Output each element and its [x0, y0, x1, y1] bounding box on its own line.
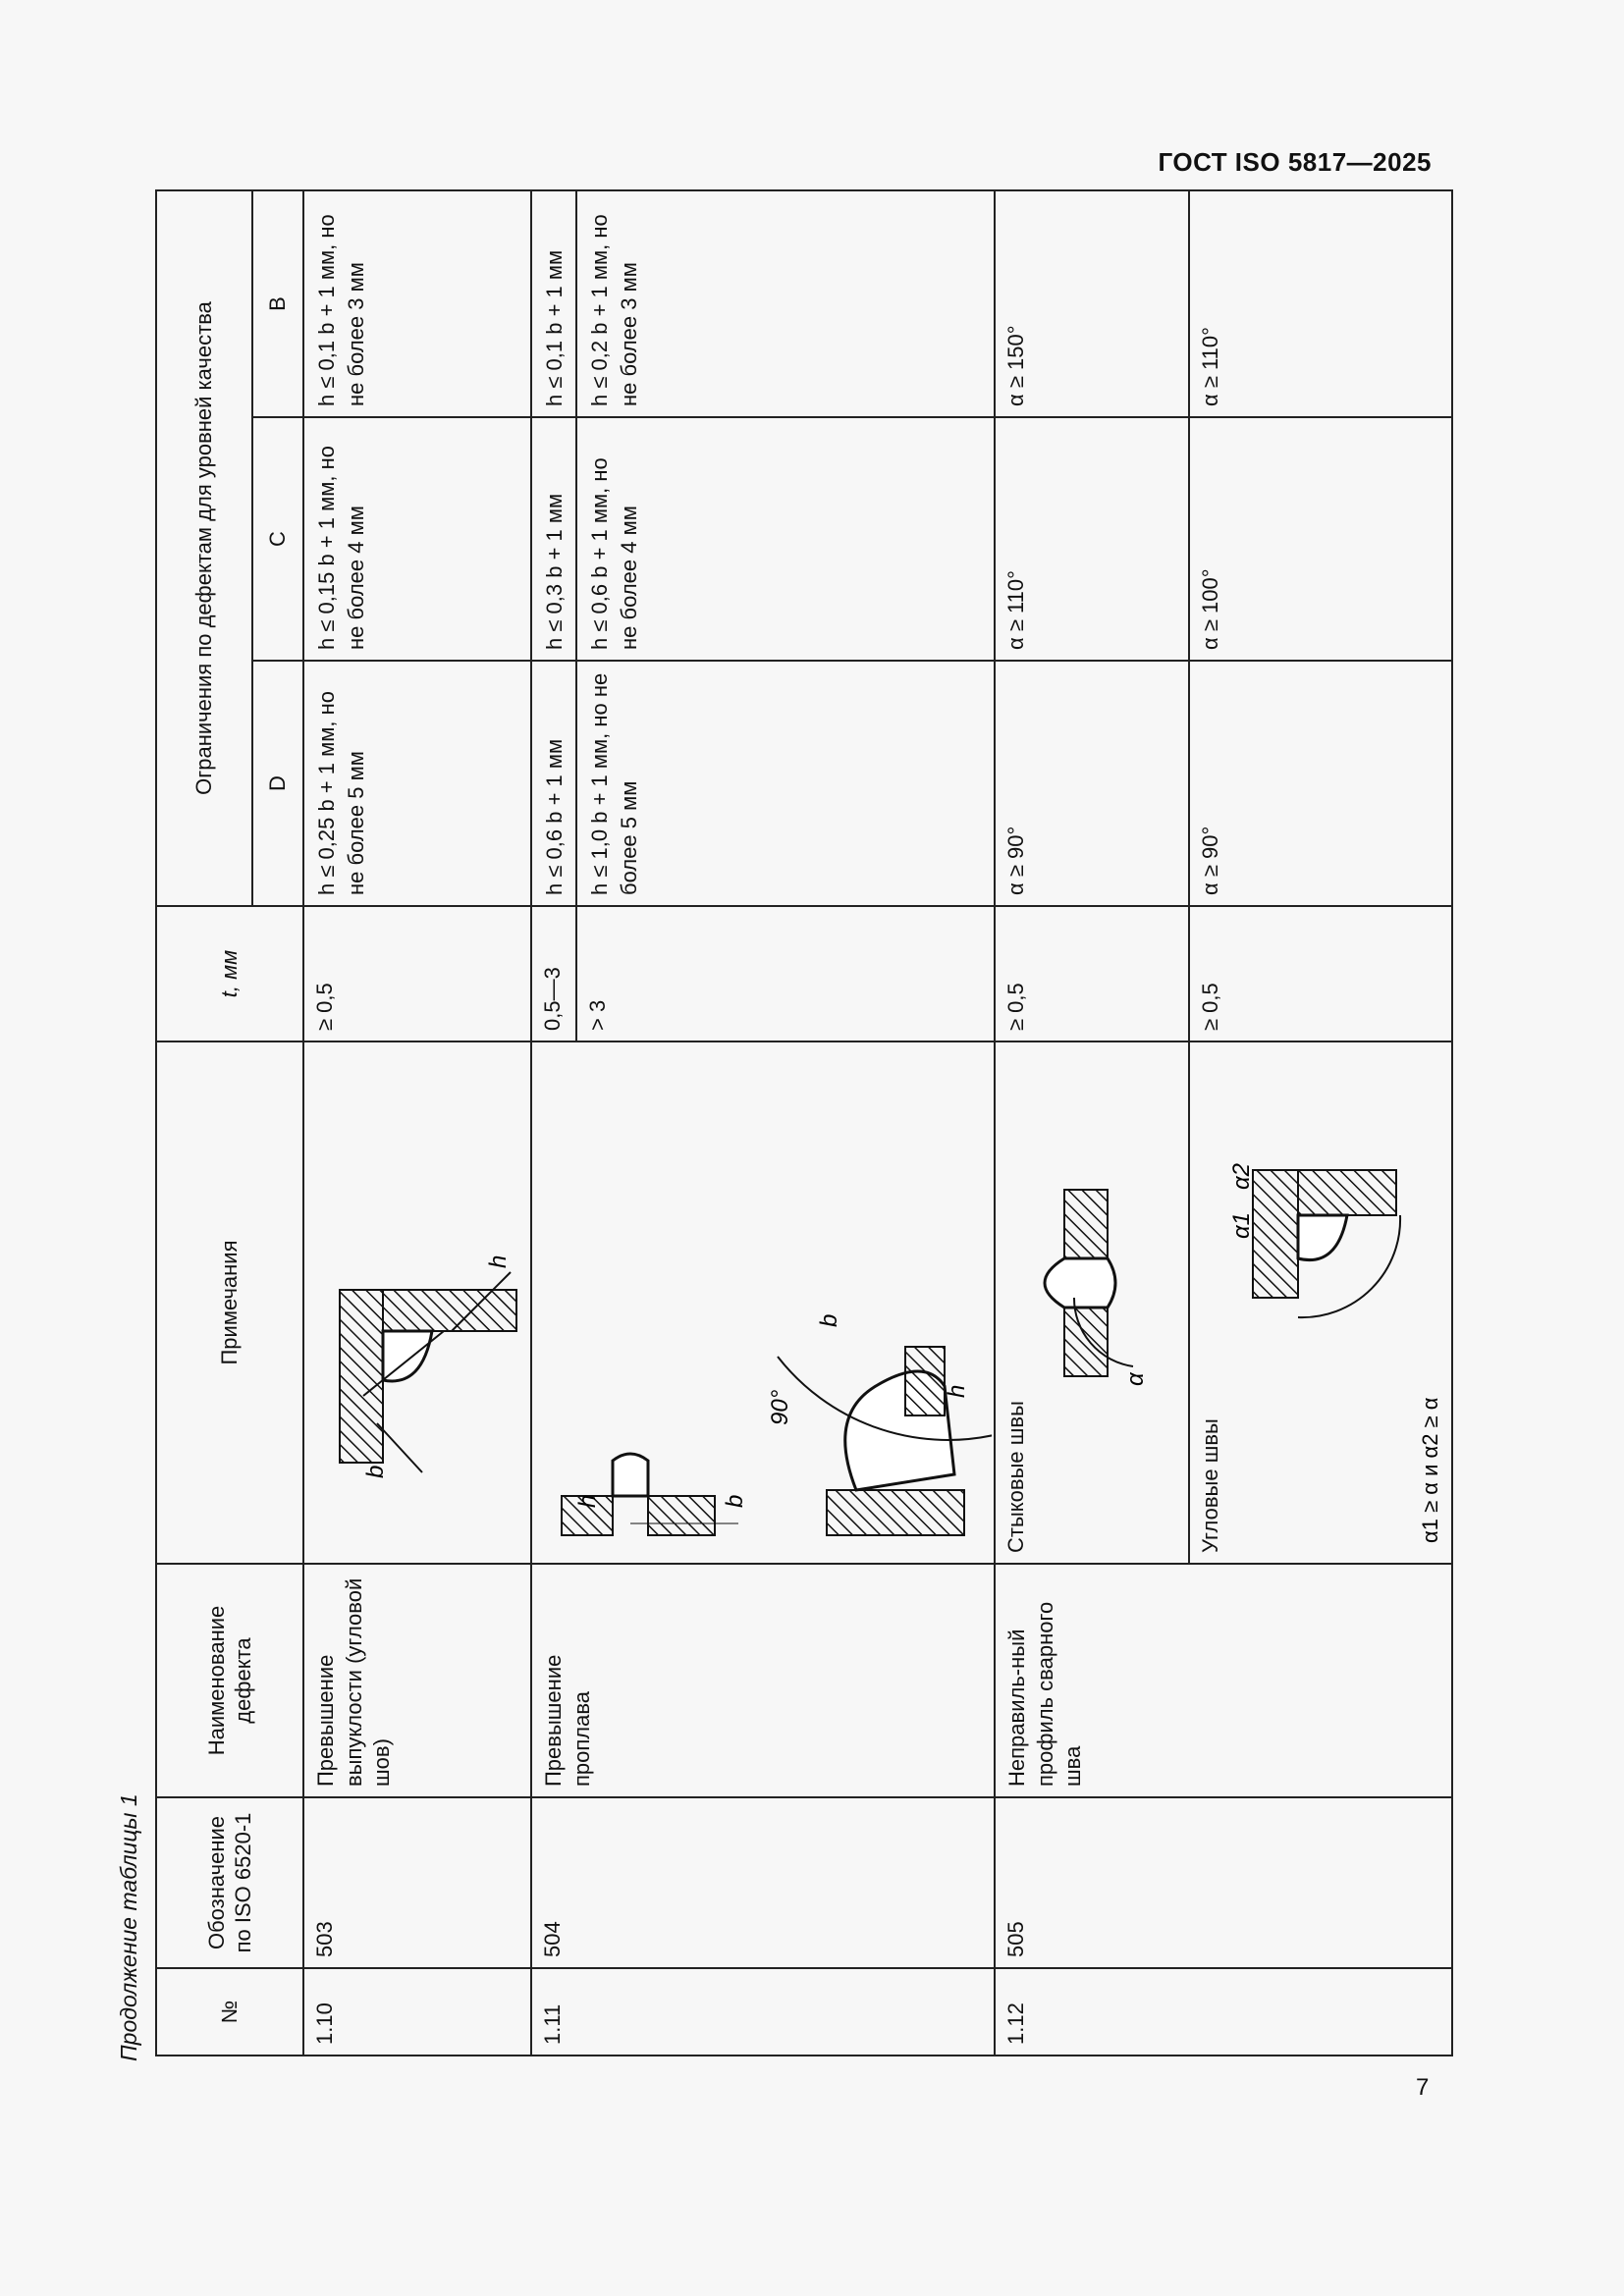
- limit-c: h ≤ 0,15 b + 1 мм, но не более 4 мм: [303, 417, 531, 661]
- limit-d: [531, 661, 995, 906]
- table-row: [303, 190, 531, 2056]
- label-alpha: α: [1122, 1372, 1149, 1386]
- header-no: №: [156, 1968, 303, 2056]
- limit-c: α ≥ 100°: [1189, 417, 1452, 661]
- table-row: [995, 190, 1189, 2056]
- row-thickness: ≥ 0,5: [995, 906, 1189, 1041]
- figure-cell-504: [531, 1041, 995, 1564]
- page-number: 7: [1416, 2074, 1430, 2101]
- row-code: 504: [531, 1797, 995, 1968]
- limit-d-2: h ≤ 1,0 b + 1 мм, но не более 5 мм: [587, 672, 641, 895]
- limit-d: α ≥ 90°: [995, 661, 1189, 906]
- figure-cell-505-fillet: [1189, 1041, 1452, 1564]
- row-name: Превышение проплава: [531, 1564, 995, 1797]
- label-b2: b: [816, 1313, 842, 1327]
- row-no: 1.11: [531, 1968, 995, 2056]
- label-alpha1: α1: [1228, 1211, 1255, 1239]
- limit-c: α ≥ 110°: [995, 417, 1189, 661]
- limit-b: [531, 190, 995, 417]
- header-level-d: D: [252, 661, 303, 906]
- row-thickness: [531, 906, 995, 1041]
- rotated-table-frame: [155, 214, 1442, 2056]
- limit-b: h ≤ 0,1 b + 1 мм, но не более 3 мм: [303, 190, 531, 417]
- header-limits: Ограничения по дефектам для уровней качества: [156, 190, 252, 906]
- row-name: Неправиль-ный профиль сварного шва: [995, 1564, 1452, 1797]
- header-level-b: B: [252, 190, 303, 417]
- butt-weld-label: Стыковые швы: [1003, 1401, 1028, 1553]
- limit-c-1: h ≤ 0,3 b + 1 мм: [532, 418, 577, 660]
- limit-c: [531, 417, 995, 661]
- fillet-weld-figure: [1190, 1044, 1449, 1563]
- row-code: 503: [303, 1797, 531, 1968]
- header-name: Наименование дефекта: [156, 1564, 303, 1797]
- limit-b: α ≥ 110°: [1189, 190, 1452, 417]
- figure-cell-503: [303, 1041, 531, 1564]
- standard-title: ГОСТ ISO 5817—2025: [1158, 147, 1432, 177]
- row-thickness: ≥ 0,5: [1189, 906, 1452, 1041]
- header-level-c: C: [252, 417, 303, 661]
- fillet-weld-label: Угловые швы: [1198, 1418, 1222, 1553]
- row-code: 505: [995, 1797, 1452, 1968]
- label-h: h: [485, 1255, 512, 1268]
- header-thickness: t, мм: [156, 906, 303, 1041]
- limit-b-2: h ≤ 0,2 b + 1 мм, но не более 3 мм: [587, 214, 641, 406]
- label-h: h: [574, 1494, 601, 1508]
- row-thickness-1: 0,5—3: [532, 907, 577, 1041]
- limit-b-1: h ≤ 0,1 b + 1 мм: [532, 191, 577, 416]
- label-h2: h: [944, 1384, 970, 1398]
- figure-cell-505-butt: [995, 1041, 1189, 1564]
- table-caption: Продолжение таблицы 1: [116, 1793, 141, 2061]
- header-code: Обозначение по ISO 6520-1: [156, 1797, 303, 1968]
- label-b: b: [722, 1494, 748, 1508]
- label-alpha2: α2: [1228, 1162, 1255, 1190]
- header-notes: Примечания: [156, 1041, 303, 1564]
- fillet-note: α1 ≥ α и α2 ≥ α: [1418, 1397, 1442, 1543]
- row-thickness-2: > 3: [585, 999, 610, 1031]
- limit-d: h ≤ 0,25 b + 1 мм, но не более 5 мм: [303, 661, 531, 906]
- row-name: Превышение выпуклости (угловой шов): [303, 1564, 531, 1797]
- defects-table: [155, 189, 1453, 2056]
- row-no: 1.12: [995, 1968, 1452, 2056]
- limit-c-2: h ≤ 0,6 b + 1 мм, но не более 4 мм: [587, 457, 641, 650]
- limit-b: α ≥ 150°: [995, 190, 1189, 417]
- label-b: b: [362, 1465, 389, 1478]
- limit-d: α ≥ 90°: [1189, 661, 1452, 906]
- table-row: [531, 190, 995, 2056]
- label-90: 90°: [767, 1389, 793, 1425]
- fillet-convexity-figure: [304, 1044, 528, 1563]
- row-thickness: ≥ 0,5: [303, 906, 531, 1041]
- row-no: 1.10: [303, 1968, 531, 2056]
- root-excess-figure: [532, 1044, 992, 1563]
- limit-d-1: h ≤ 0,6 b + 1 мм: [532, 662, 577, 905]
